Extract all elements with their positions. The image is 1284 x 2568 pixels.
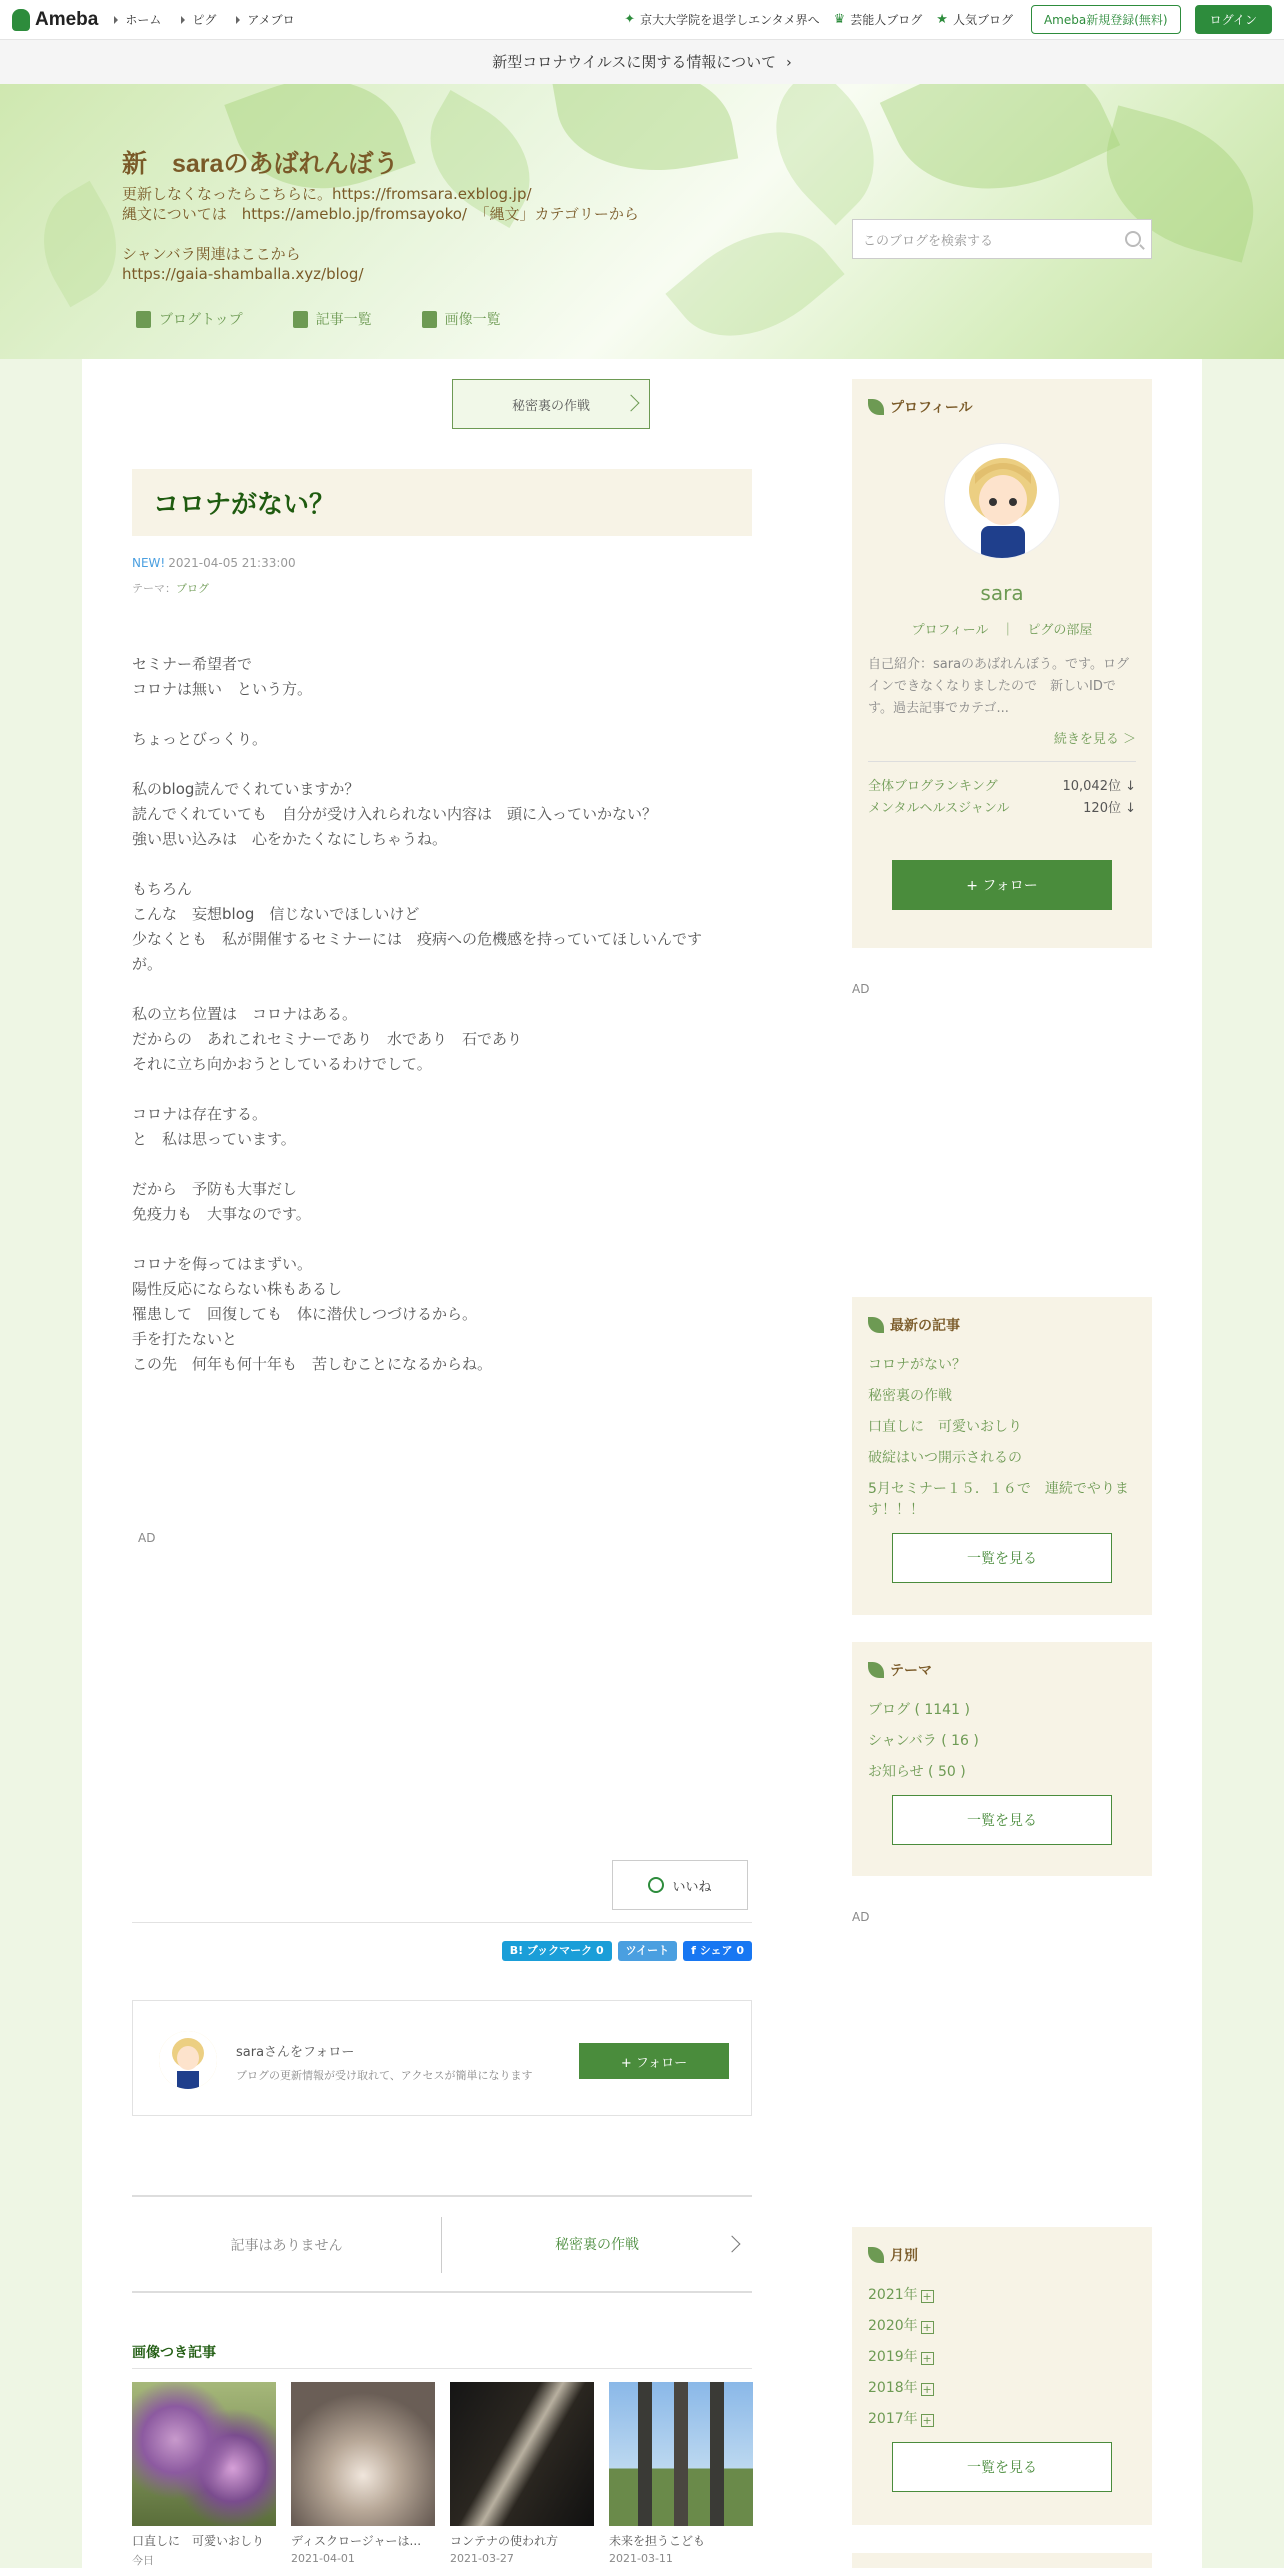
see-all-themes-button[interactable]: 一覧を見る [892, 1795, 1112, 1845]
article-theme: テーマ：ブログ [132, 582, 209, 595]
follow-title: saraさんをフォロー [236, 2045, 355, 2060]
divider [132, 1922, 752, 1923]
article-pager [132, 2195, 752, 2293]
ad-label: AD [852, 1910, 870, 1924]
chevron-right-icon [623, 395, 640, 412]
month-link[interactable]: 2021年 + [868, 2287, 932, 2303]
blog-nav [136, 309, 501, 329]
ameba-pig-icon [12, 9, 30, 31]
crown-icon: ♛ [833, 12, 846, 27]
thumbnail-flowers [132, 2382, 276, 2526]
profile-name[interactable]: sara [980, 581, 1024, 605]
global-nav [114, 11, 294, 28]
follow-card [132, 2000, 752, 2116]
article-title[interactable]: コロナがない？ [132, 469, 752, 536]
profile-intro: 自己紹介：saraのあばれんぼう。です。ログインできなくなりましたので 新しいIDです。過去記事でカテゴ... [868, 657, 1130, 716]
expand-plus-icon[interactable]: + [922, 2414, 932, 2427]
article-date: 2021-04-05 21:33:00 [168, 556, 296, 570]
month-link[interactable]: 2020年 + [868, 2318, 932, 2334]
image-article-item[interactable]: ディスクロージャーは... 2021-04-01 [291, 2382, 435, 2568]
blog-description: 更新しなくなったらこちらに。https://fromsara.exblog.jp/ 縄文については https://ameblo.jp/fromsayoko/ 「縄文」カテゴリーから シャンバラ関連はここから https://gaia-shamballa.xyz/blog/ [122, 185, 639, 283]
blog-nav-images[interactable]: 画像一覧 [422, 309, 501, 329]
recent-article-link[interactable]: 5月セミナー１５．１６で 連続でやります！！！ [868, 1481, 1129, 1518]
ad-label: AD [852, 982, 870, 996]
tweet-button[interactable]: ツイート [618, 1941, 677, 1961]
global-header [0, 0, 1284, 40]
header-link-feature[interactable]: ✦ 京大大学院を退学しエンタメ界へ [624, 12, 820, 27]
header-link-popular[interactable]: ★ 人気ブログ [936, 12, 1013, 27]
leaf-icon [868, 2247, 884, 2263]
see-all-months-button[interactable]: 一覧を見る [892, 2442, 1112, 2492]
month-link[interactable]: 2019年 + [868, 2349, 932, 2365]
search-icon[interactable] [1125, 231, 1141, 247]
recent-article-link[interactable]: 破綻はいつ開示されるの [868, 1450, 1022, 1466]
star-icon: ✦ [624, 12, 636, 27]
follow-subtitle: ブログの更新情報が受け取れて、アクセスが簡単になります [236, 2069, 533, 2082]
share-buttons [502, 1941, 752, 1961]
ranking-overall[interactable]: 全体ブログランキング 10,042位 ↓ [868, 779, 1136, 794]
blog-nav-articles[interactable]: 記事一覧 [293, 309, 372, 329]
leaf-icon [868, 1317, 884, 1333]
leaf-icon [868, 399, 884, 415]
document-icon [136, 311, 151, 328]
theme-link[interactable]: ブログ [176, 582, 209, 595]
expand-plus-icon[interactable]: + [922, 2352, 932, 2365]
register-button[interactable]: Ameba新規登録(無料) [1031, 5, 1181, 34]
nav-ameblo[interactable]: アメブロ [236, 11, 294, 28]
pager-next[interactable]: 秘密裏の作戦 [442, 2197, 752, 2291]
facebook-share-button[interactable]: f シェア 0 [683, 1941, 752, 1961]
profile-widget: プロフィール sara プロフィール ｜ ピグの部屋 自己紹介：saraのあばれんぼう。です。ログインできなくなりましたので 新しいIDです。過去記事でカテゴ... 続きを見る ＞ 全体ブログランキング 10,042位 ↓ メンタルヘルスジャンル 120位 ↓ + フォロー [852, 379, 1152, 948]
thumbnail-container [450, 2382, 594, 2526]
expand-plus-icon[interactable]: + [922, 2290, 932, 2303]
camera-icon [422, 311, 437, 328]
image-articles-list [132, 2382, 752, 2568]
profile-links[interactable]: プロフィール ｜ ピグの部屋 [911, 623, 1093, 638]
next-widget [852, 2553, 1152, 2568]
profile-more-link[interactable]: 続きを見る ＞ [1053, 732, 1136, 747]
recent-article-link[interactable]: コロナがない？ [868, 1357, 966, 1373]
month-link[interactable]: 2018年 + [868, 2380, 932, 2396]
image-article-item[interactable]: 未来を担うこども 2021-03-11 [609, 2382, 753, 2568]
theme-link[interactable]: ブログ ( 1141 ) [868, 1702, 970, 1718]
thumbnail-ceiling [291, 2382, 435, 2526]
image-article-item[interactable]: コンテナの使われ方 2021-03-27 [450, 2382, 594, 2568]
article-body: セミナー希望者で コロナは無い という方。 ちょっとびっくり。 私のblog読んでくれていますか？ 読んでくれていても 自分が受け入れられない内容は 頭に入っていかない？ 強い思い込みは 心をかたくなにしちゃうね。 もちろん こんな 妄想blog 信じないでほしいけど 少なくとも 私が開催するセミナーには 疫病への危機感を持っていてほしいんです が。 私の立ち位置は コロナはある。 だからの あれこれセミナーであり 水であり 石であり それに立ち向かおうとしているわけでして。 コロナは存在する。 と 私は思っています。 だから 予防も大事だし 免疫力も 大事なのです。 コロナを侮ってはまずい。 陽性反応にならない株もあるし 罹患して 回復しても 体に潜伏しつづけるから。 手を打たないと この先 何年も何十年も 苦しむことになるからね。 [132, 655, 703, 1373]
theme-link[interactable]: お知らせ ( 50 ) [868, 1764, 966, 1780]
blog-title[interactable]: 新 saraのあばれんぼう [122, 150, 399, 178]
ad-label: AD [138, 1531, 156, 1545]
blog-nav-top[interactable]: ブログトップ [136, 309, 243, 329]
chevron-right-icon: › [786, 55, 792, 71]
expand-plus-icon[interactable]: + [922, 2321, 932, 2334]
avatar [159, 2031, 217, 2089]
hatena-bookmark-button[interactable]: B! ブックマーク 0 [502, 1941, 612, 1961]
theme-link[interactable]: シャンバラ ( 16 ) [868, 1733, 979, 1749]
chevron-right-icon [724, 2236, 741, 2253]
pager-prev: 記事はありません [132, 2217, 442, 2273]
blog-search-input[interactable]: このブログを検索する [852, 219, 1152, 259]
covid-notice-link[interactable]: 新型コロナウイルスに関する情報について › [0, 40, 1284, 84]
article-meta [132, 556, 296, 570]
expand-plus-icon[interactable]: + [922, 2383, 932, 2396]
header-link-celebrity[interactable]: ♛ 芸能人ブログ [833, 12, 923, 27]
follow-button[interactable]: + フォロー [579, 2043, 729, 2079]
smile-icon [648, 1877, 664, 1893]
recent-articles-widget: 最新の記事 コロナがない？ 秘密裏の作戦 口直しに 可愛いおしり 破綻はいつ開示されるの 5月セミナー１５．１６で 連続でやります！！！ 一覧を見る [852, 1297, 1152, 1615]
image-articles-title: 画像つき記事 [132, 2342, 752, 2369]
ranking-genre[interactable]: メンタルヘルスジャンル 120位 ↓ [868, 801, 1136, 816]
star-icon: ★ [936, 12, 948, 27]
nav-home[interactable]: ホーム [114, 11, 161, 28]
new-badge: NEW! [132, 556, 166, 570]
thumbnail-stones [609, 2382, 753, 2526]
like-button[interactable]: いいね [612, 1860, 748, 1910]
image-article-item[interactable]: 口直しに 可愛いおしり 今日 [132, 2382, 276, 2568]
profile-avatar[interactable] [944, 443, 1060, 559]
leaf-icon [868, 1662, 884, 1678]
themes-widget: テーマ ブログ ( 1141 ) シャンバラ ( 16 ) お知らせ ( 50 ) 一覧を見る [852, 1642, 1152, 1876]
copy-icon [293, 311, 308, 328]
monthly-widget: 月別 2021年 + 2020年 + 2019年 + 2018年 + 2017年 + 一覧を見る [852, 2227, 1152, 2525]
prev-article-button[interactable]: 秘密裏の作戦 [452, 379, 650, 429]
divider [868, 761, 1136, 762]
nav-pigg[interactable]: ピグ [181, 11, 216, 28]
recent-article-link[interactable]: 秘密裏の作戦 [868, 1388, 952, 1404]
login-button[interactable]: ログイン [1195, 5, 1272, 34]
month-link[interactable]: 2017年 + [868, 2411, 932, 2427]
see-all-recent-button[interactable]: 一覧を見る [892, 1533, 1112, 1583]
recent-article-link[interactable]: 口直しに 可愛いおしり [868, 1419, 1022, 1435]
ameba-logo[interactable]: Ameba [12, 9, 98, 31]
sidebar-follow-button[interactable]: + フォロー [892, 860, 1112, 910]
